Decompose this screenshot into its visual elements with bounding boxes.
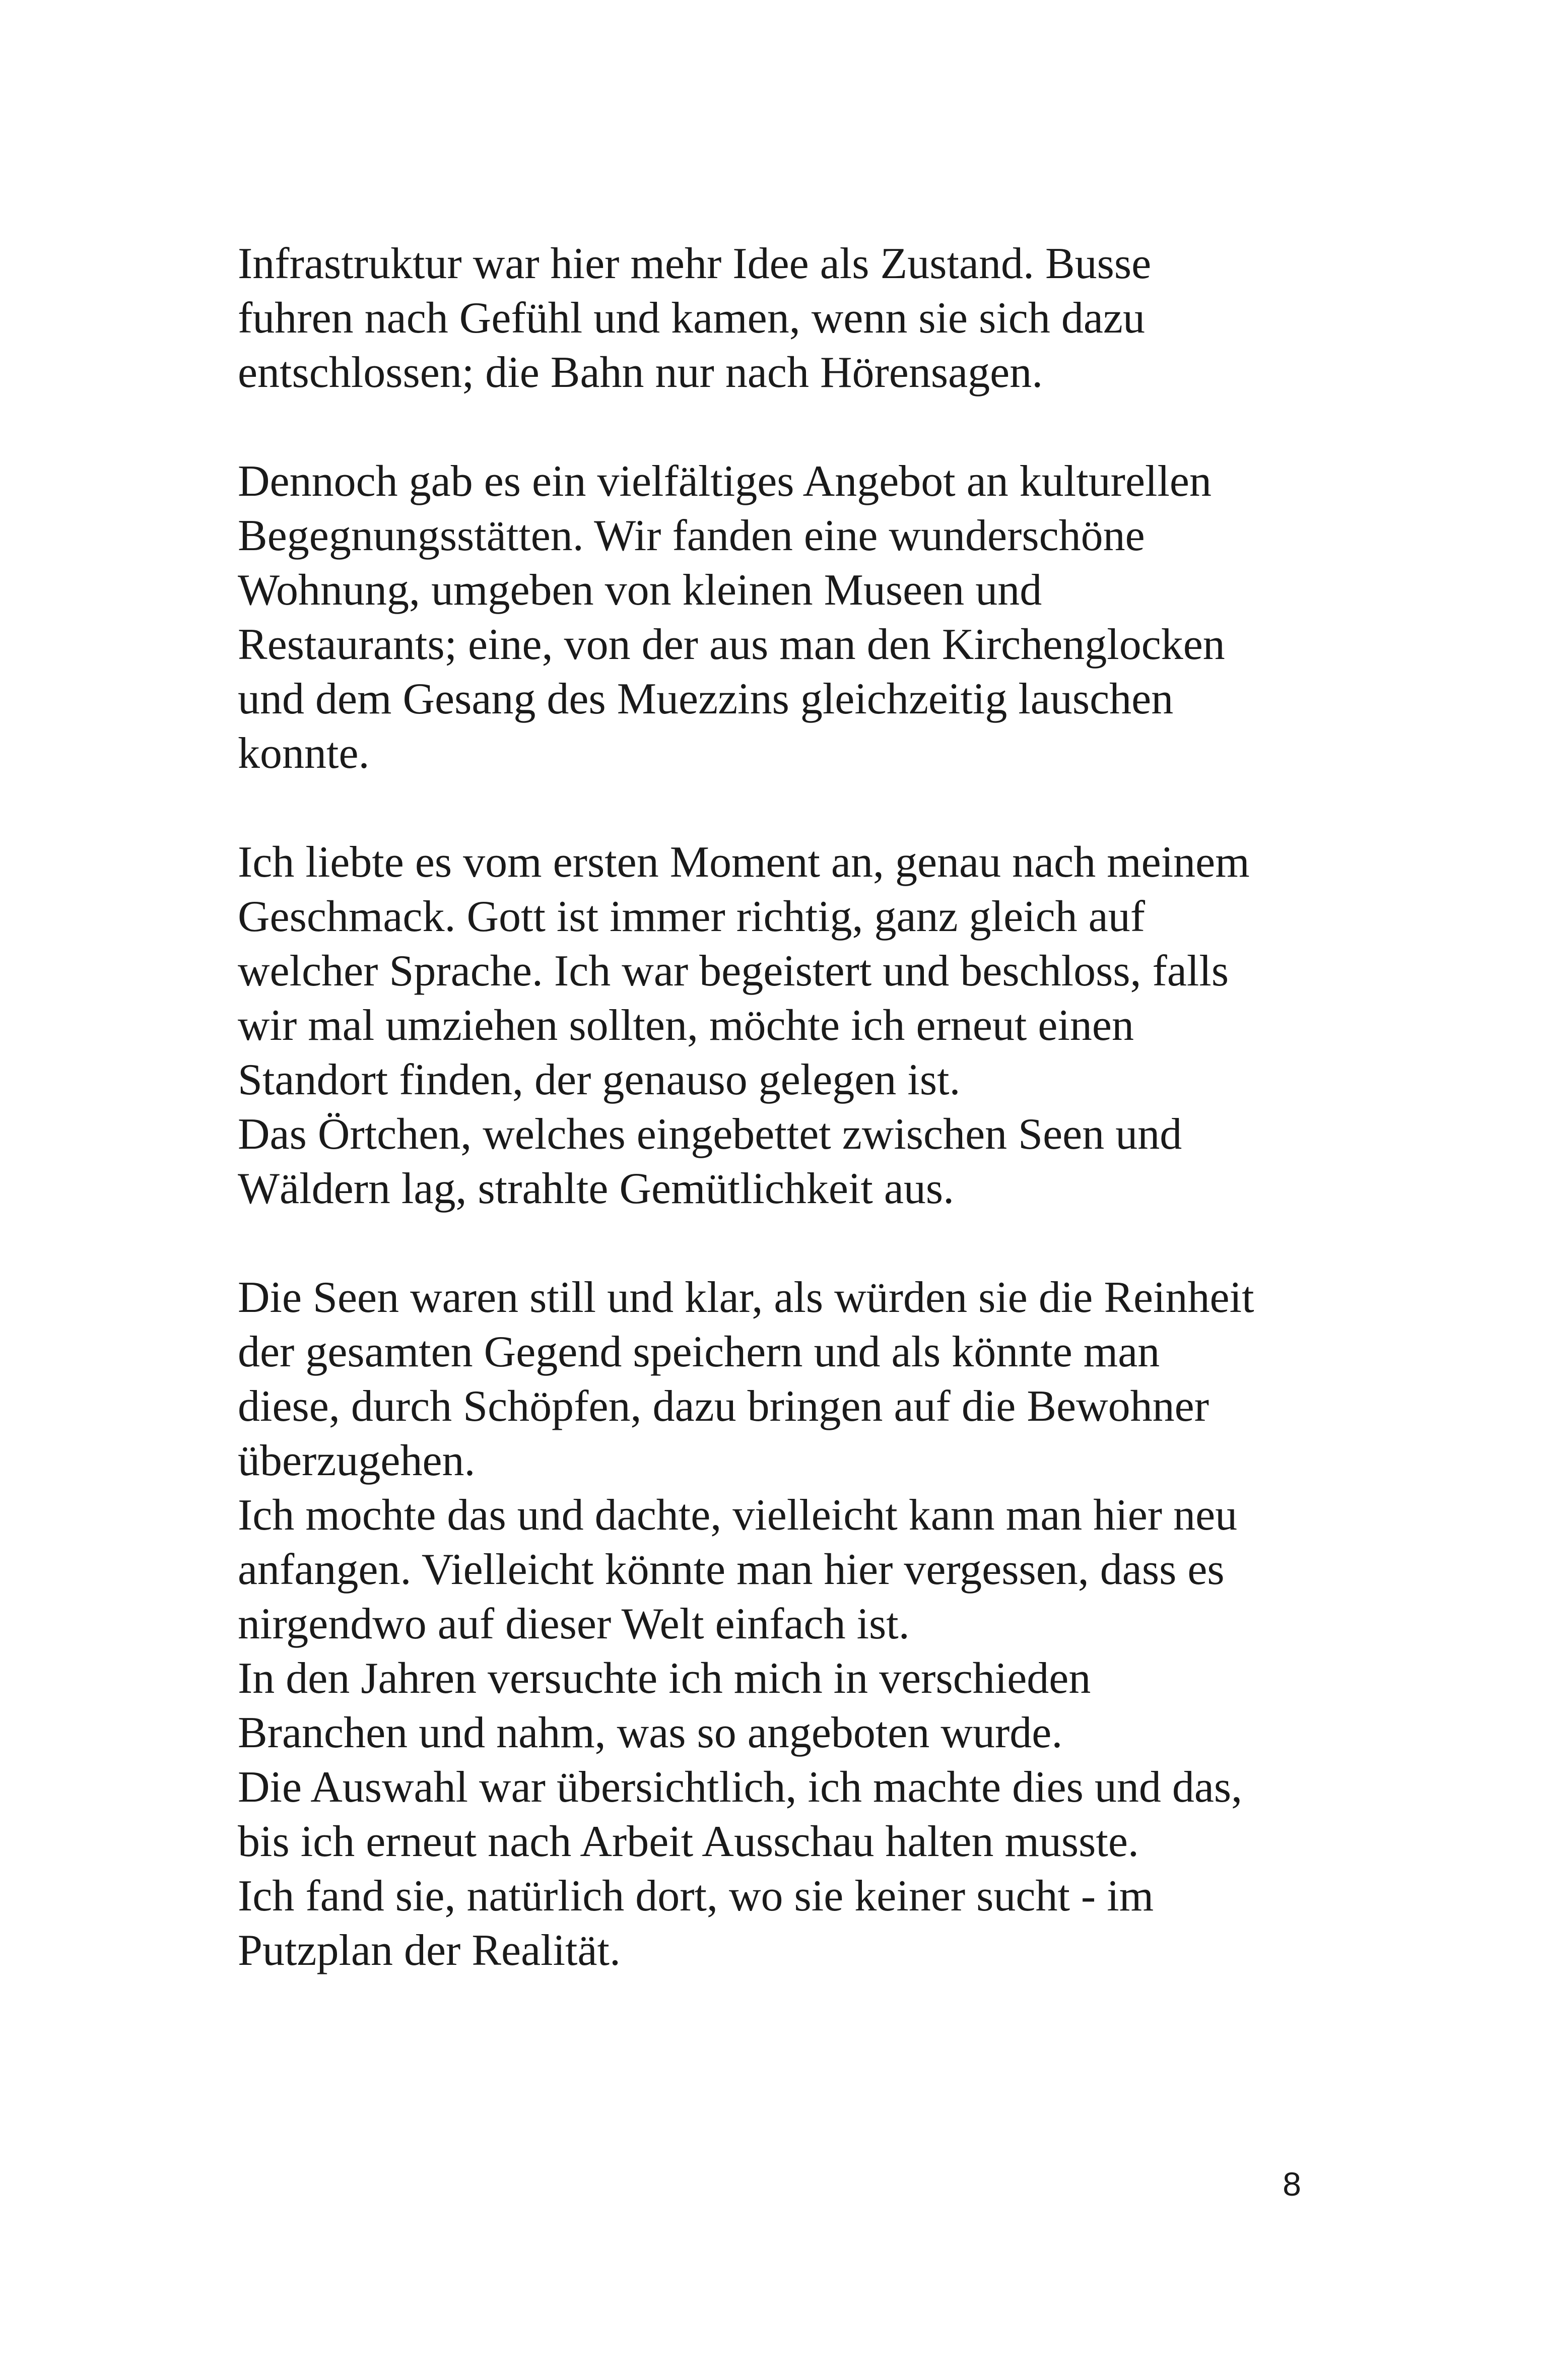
text-line: Wäldern lag, strahlte Gemütlichkeit aus.	[238, 1164, 955, 1213]
text-line: der gesamten Gegend speichern und als könnte man	[238, 1328, 1160, 1376]
paragraph-1	[238, 237, 1346, 400]
text-line: überzugehen.	[238, 1436, 476, 1485]
text-line: nirgendwo auf dieser Welt einfach ist.	[238, 1600, 910, 1648]
text-line: wir mal umziehen sollten, möchte ich erneut einen	[238, 1001, 1134, 1050]
text-line: Die Seen waren still und klar, als würden sie die Reinheit	[238, 1273, 1254, 1322]
text-line: entschlossen; die Bahn nur nach Hörensagen.	[238, 348, 1043, 397]
text-line: konnte.	[238, 729, 370, 778]
text-line: Putzplan der Realität.	[238, 1926, 621, 1975]
paragraph-2	[238, 454, 1346, 781]
text-line: Wohnung, umgeben von kleinen Museen und	[238, 566, 1042, 615]
text-line: Infrastruktur war hier mehr Idee als Zustand. Busse	[238, 239, 1152, 288]
text-line: Dennoch gab es ein vielfältiges Angebot an kulturellen	[238, 457, 1212, 506]
paragraph-4	[238, 1271, 1346, 1978]
text-line: Standort finden, der genauso gelegen ist.	[238, 1055, 961, 1104]
text-line: Das Örtchen, welches eingebettet zwischen Seen und	[238, 1110, 1182, 1159]
text-line: Restaurants; eine, von der aus man den Kirchenglocken	[238, 620, 1225, 669]
text-line: welcher Sprache. Ich war begeistert und beschloss, falls	[238, 947, 1229, 996]
text-line: fuhren nach Gefühl und kamen, wenn sie sich dazu	[238, 294, 1145, 343]
text-line: In den Jahren versuchte ich mich in verschieden	[238, 1654, 1091, 1703]
text-line: Ich liebte es vom ersten Moment an, genau nach meinem	[238, 838, 1250, 887]
body-text	[238, 237, 1346, 1978]
text-line: und dem Gesang des Muezzins gleichzeitig lauschen	[238, 675, 1174, 723]
page-number: 8	[1283, 2165, 1301, 2203]
text-line: anfangen. Vielleicht könnte man hier vergessen, dass es	[238, 1545, 1225, 1594]
text-line: Ich mochte das und dachte, vielleicht kann man hier neu	[238, 1491, 1238, 1540]
text-line: Begegnungsstätten. Wir fanden eine wunderschöne	[238, 511, 1145, 560]
text-line: Branchen und nahm, was so angeboten wurde.	[238, 1708, 1063, 1757]
text-line: diese, durch Schöpfen, dazu bringen auf die Bewohner	[238, 1382, 1209, 1431]
text-line: bis ich erneut nach Arbeit Ausschau halten musste.	[238, 1817, 1139, 1866]
text-line: Geschmack. Gott ist immer richtig, ganz gleich auf	[238, 892, 1145, 941]
paragraph-3	[238, 835, 1346, 1216]
text-line: Die Auswahl war übersichtlich, ich machte dies und das,	[238, 1763, 1243, 1812]
text-line: Ich fand sie, natürlich dort, wo sie keiner sucht - im	[238, 1872, 1154, 1921]
